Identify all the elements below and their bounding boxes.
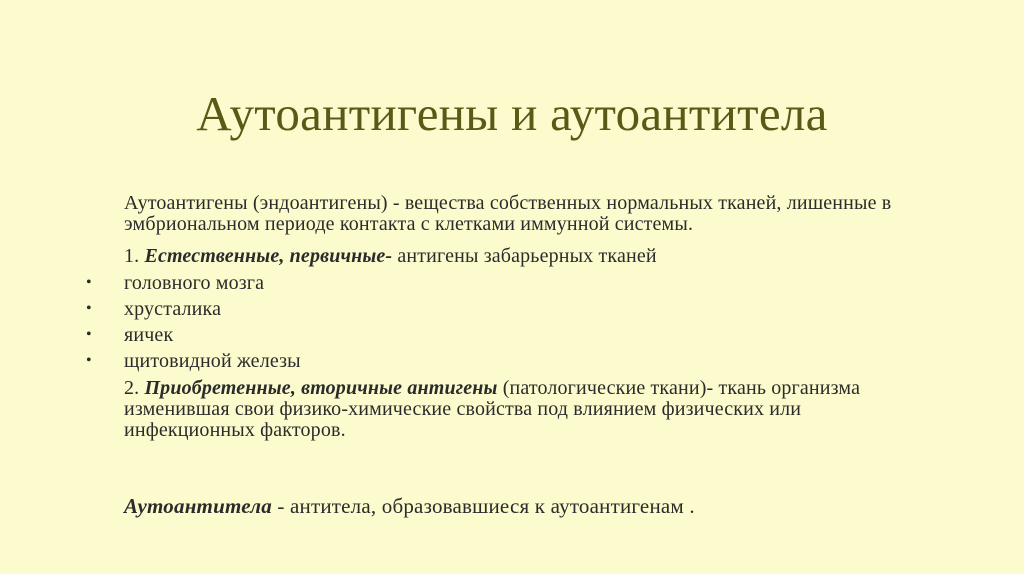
intro-paragraph: Аутоантигены (эндоантигены) - вещества собственных нормальных тканей, лишенные в эмбриональном периоде контакта с клетками иммунной системы. xyxy=(124,192,892,235)
slide-title: Аутоантигены и аутоантитела xyxy=(196,86,828,141)
autoantibodies-term: Аутоантитела xyxy=(124,494,272,518)
list-item: • хрусталика xyxy=(86,298,222,320)
list-item: • щитовидной железы xyxy=(86,350,301,372)
autoantibodies-line xyxy=(124,493,695,520)
bullet-icon: • xyxy=(86,274,92,291)
bullet-icon: • xyxy=(86,300,92,317)
primary-term: Естественные, первичные- xyxy=(144,245,393,267)
primary-antigens-line xyxy=(124,243,924,270)
tissue-list xyxy=(86,270,924,374)
bullet-icon: • xyxy=(86,352,92,369)
primary-text: антигены забарьерных тканей xyxy=(392,245,657,267)
acquired-text: (патологические ткани)- ткань организма изменившая свои физико-химические свойства под влиянием физических или инфекционных факторов. xyxy=(124,377,861,441)
slide-body xyxy=(86,192,924,441)
acquired-term: Приобретенные, вторичные антигены xyxy=(144,377,498,399)
autoantibodies-text: - антитела, образовавшиеся к аутоантигенам . xyxy=(271,494,695,518)
list-item: • головного мозга xyxy=(86,272,265,294)
acquired-antigens-paragraph xyxy=(124,378,924,441)
bullet-icon: • xyxy=(86,326,92,343)
acquired-number: 2. xyxy=(124,377,140,399)
list-item: • яичек xyxy=(86,324,174,346)
primary-number: 1. xyxy=(124,245,140,267)
